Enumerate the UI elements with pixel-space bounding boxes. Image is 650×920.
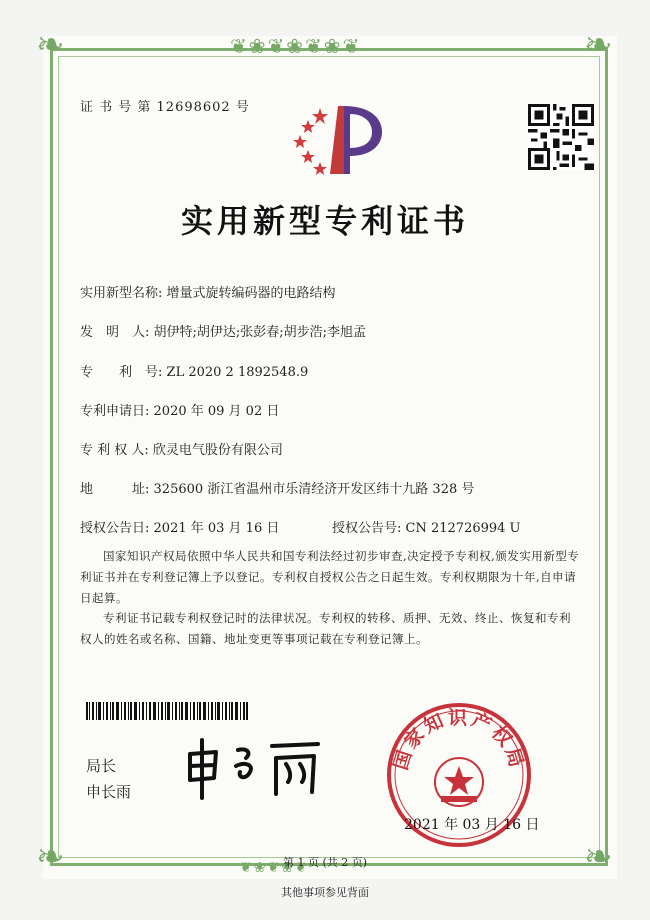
field-label: 专利申请日: xyxy=(80,404,150,419)
bottom-ornament-icon: ❦❀❦❀❦ xyxy=(240,860,309,876)
field-label: 授权公告日: xyxy=(80,521,150,536)
director-name: 申长雨 xyxy=(86,783,132,801)
field-value: 2020 年 09 月 02 日 xyxy=(153,404,280,419)
patent-office-logo-icon xyxy=(290,102,386,178)
page-indicator: 第 1 页 (共 2 页) xyxy=(282,856,368,869)
field-value: 胡伊特;胡伊达;张彭春;胡步浩;李旭孟 xyxy=(153,325,367,340)
field-label: 实用新型名称: xyxy=(80,286,163,301)
field-label: 专 利 号: xyxy=(80,365,163,380)
barcode-icon xyxy=(86,702,248,720)
field-utility-model-name xyxy=(80,282,336,301)
corner-ornament-icon: ❧ xyxy=(36,25,65,65)
corner-ornament-icon: ❧ xyxy=(584,25,613,65)
field-label: 授权公告号: xyxy=(332,521,402,536)
field-value: 2021 年 03 月 16 日 xyxy=(153,521,280,536)
field-value: 增量式旋转编码器的电路结构 xyxy=(166,286,336,301)
field-patent-number xyxy=(80,361,308,380)
corner-ornament-icon: ❧ xyxy=(584,837,613,877)
legal-status-paragraph: 专利证书记载专利权登记时的法律状况。专利权的转移、质押、无效、终止、恢复和专利权人的姓名或名称、国籍、地址变更等事项记载在专利登记簿上。 xyxy=(80,611,571,646)
field-filing-date xyxy=(80,400,279,419)
top-ornament-icon: ❦❀❦❀❦❀❦ xyxy=(230,34,362,58)
field-value: CN 212726994 U xyxy=(405,521,521,536)
svg-text:国家知识产权局: 国家知识产权局 xyxy=(389,706,529,773)
certificate-number: 证 书 号 第 12698602 号 xyxy=(80,100,250,115)
field-label: 专 利 权 人: xyxy=(80,443,149,458)
field-grant-number xyxy=(332,517,521,536)
certificate-title: 实用新型专利证书 xyxy=(180,202,469,240)
back-note: 其他事项参见背面 xyxy=(281,886,369,899)
field-grant-date xyxy=(80,517,279,536)
corner-ornament-icon: ❧ xyxy=(36,837,65,877)
qr-code-icon xyxy=(528,104,594,170)
field-value: ZL 2020 2 1892548.9 xyxy=(166,365,309,380)
field-patentee xyxy=(80,439,283,458)
field-label: 发 明 人: xyxy=(80,325,150,340)
field-value: 欣灵电气股份有限公司 xyxy=(152,443,283,458)
field-value: 325600 浙江省温州市乐清经济开发区纬十九路 328 号 xyxy=(153,482,475,497)
field-label: 地 址: xyxy=(80,482,150,497)
grant-statement-paragraph: 国家知识产权局依照中华人民共和国专利法经过初步审查,决定授予专利权,颁发实用新型专利证书并在专利登记簿上予以登记。专利权自授权公告之日起生效。专利权期限为十年,自申请日起算。 xyxy=(80,549,580,605)
field-inventor xyxy=(80,321,366,340)
seal-date: 2021 年 03 月 16 日 xyxy=(404,817,540,833)
director-title: 局长 xyxy=(86,757,117,775)
field-address xyxy=(80,478,474,497)
signature-icon xyxy=(180,736,330,800)
